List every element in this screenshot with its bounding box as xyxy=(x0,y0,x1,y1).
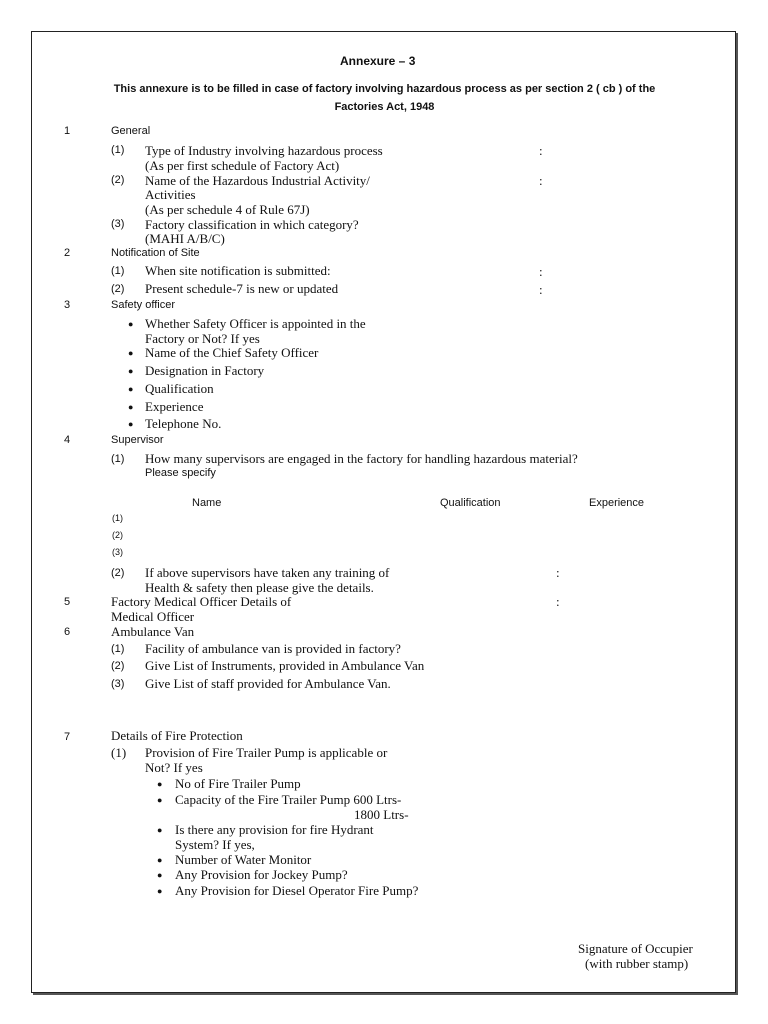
intro-line-2: Factories Act, 1948 xyxy=(334,101,435,113)
section-2-title: Notification of Site xyxy=(111,247,200,259)
page-title: Annexure – 3 xyxy=(340,54,416,68)
intro-line-1: This annexure is to be filled in case of factory involving hazardous process as per section 2 ( cb ) of the xyxy=(113,83,656,95)
s7-bullet-1: No of Fire Trailer Pump xyxy=(175,776,301,791)
s6-item-2-text: Give List of Instruments, provided in Ambulance Van xyxy=(145,658,425,673)
s7-bullet-5: Any Provision for Jockey Pump? xyxy=(175,867,348,882)
supervisor-table-header-name: Name xyxy=(192,497,222,509)
annexure-page xyxy=(31,31,736,993)
s7-bullet-2-line-1: Capacity of the Fire Trailer Pump 600 Ltrs- xyxy=(175,792,402,807)
section-3-title: Safety officer xyxy=(111,299,175,311)
s7-q1-number: (1) xyxy=(111,745,127,760)
s1-item-2-colon: : xyxy=(539,173,543,188)
s3-bullet-6: Telephone No. xyxy=(145,416,222,431)
section-5-number: 5 xyxy=(64,596,71,608)
s3-bullet-icon: ● xyxy=(128,348,134,358)
section-4-number: 4 xyxy=(64,434,71,446)
section-1-title: General xyxy=(111,125,151,137)
s7-bullet-6: Any Provision for Diesel Operator Fire Pump? xyxy=(175,883,419,898)
s1-item-3-line-1: Factory classification in which category? xyxy=(145,217,359,232)
supervisor-table-row: (1) xyxy=(112,513,123,523)
s7-bullet-icon: ● xyxy=(157,870,163,880)
s1-item-2-number: (2) xyxy=(111,174,125,186)
s4-q1-text: How many supervisors are engaged in the factory for handling hazardous material? xyxy=(145,451,578,466)
s6-item-1-text: Facility of ambulance van is provided in factory? xyxy=(145,641,401,656)
s4-q2-number: (2) xyxy=(111,567,125,579)
s2-item-1-number: (1) xyxy=(111,265,125,277)
section-3-number: 3 xyxy=(64,299,71,311)
s3-bullet-icon: ● xyxy=(128,366,134,376)
section-2-number: 2 xyxy=(64,247,71,259)
s6-item-1-number: (1) xyxy=(111,643,125,655)
s7-bullet-icon: ● xyxy=(157,855,163,865)
s6-item-3-text: Give List of staff provided for Ambulance Van. xyxy=(145,676,391,691)
section-5-line-1: Factory Medical Officer Details of xyxy=(111,594,292,609)
s2-item-1-text: When site notification is submitted: xyxy=(145,263,331,278)
s1-item-3-number: (3) xyxy=(111,218,125,230)
s7-q1-line-2: Not? If yes xyxy=(145,760,203,775)
s2-item-1-colon: : xyxy=(539,264,543,279)
s1-item-1-colon: : xyxy=(539,143,543,158)
section-5-colon: : xyxy=(556,594,560,609)
s7-bullet-icon: ● xyxy=(157,779,163,789)
s3-bullet-1-line-2: Factory or Not? If yes xyxy=(145,331,260,346)
s1-item-1-line-1: Type of Industry involving hazardous process xyxy=(145,143,383,158)
s6-item-3-number: (3) xyxy=(111,678,125,690)
section-5-line-2: Medical Officer xyxy=(111,609,195,624)
s3-bullet-icon: ● xyxy=(128,402,134,412)
section-7-number: 7 xyxy=(64,731,71,743)
s7-bullet-icon: ● xyxy=(157,825,163,835)
s1-item-2-line-2: Activities xyxy=(145,187,196,202)
s3-bullet-1-line-1: Whether Safety Officer is appointed in the xyxy=(145,316,366,331)
s7-q1-line-1: Provision of Fire Trailer Pump is applicable or xyxy=(145,745,388,760)
s3-bullet-icon: ● xyxy=(128,384,134,394)
s1-item-3-line-2: (MAHI A/B/C) xyxy=(145,231,225,246)
s1-item-2-line-1: Name of the Hazardous Industrial Activity/ xyxy=(145,173,370,188)
s1-item-2-line-3: (As per schedule 4 of Rule 67J) xyxy=(145,202,310,217)
section-6-title: Ambulance Van xyxy=(111,624,195,639)
section-1-number: 1 xyxy=(64,125,71,137)
s6-item-2-number: (2) xyxy=(111,660,125,672)
supervisor-table-row: (2) xyxy=(112,530,123,540)
s7-bullet-3-line-1: Is there any provision for fire Hydrant xyxy=(175,822,374,837)
s7-bullet-icon: ● xyxy=(157,795,163,805)
s2-item-2-text: Present schedule-7 is new or updated xyxy=(145,281,339,296)
s2-item-2-colon: : xyxy=(539,282,543,297)
s4-q1-note: Please specify xyxy=(145,467,216,479)
signature-line-2: (with rubber stamp) xyxy=(585,956,689,971)
s1-item-1-number: (1) xyxy=(111,144,125,156)
s2-item-2-number: (2) xyxy=(111,283,125,295)
s3-bullet-icon: ● xyxy=(128,319,134,329)
section-4-title: Supervisor xyxy=(111,434,164,446)
section-7-title: Details of Fire Protection xyxy=(111,728,243,743)
s4-q2-line-2: Health & safety then please give the details. xyxy=(145,580,374,595)
s3-bullet-icon: ● xyxy=(128,419,134,429)
s1-item-1-line-2: (As per first schedule of Factory Act) xyxy=(145,158,340,173)
signature-line-1: Signature of Occupier xyxy=(578,941,693,956)
section-6-number: 6 xyxy=(64,626,71,638)
s4-q2-line-1: If above supervisors have taken any training of xyxy=(145,565,390,580)
s7-bullet-2-line-2: 1800 Ltrs- xyxy=(354,807,409,822)
s7-bullet-3-line-2: System? If yes, xyxy=(175,837,255,852)
s7-bullet-icon: ● xyxy=(157,886,163,896)
s3-bullet-2: Name of the Chief Safety Officer xyxy=(145,345,319,360)
s3-bullet-3: Designation in Factory xyxy=(145,363,265,378)
supervisor-table-header-qualification: Qualification xyxy=(440,497,501,509)
s4-q2-colon: : xyxy=(556,565,560,580)
supervisor-table-row: (3) xyxy=(112,547,123,557)
supervisor-table-header-experience: Experience xyxy=(589,497,645,509)
s4-q1-number: (1) xyxy=(111,453,125,465)
s3-bullet-5: Experience xyxy=(145,399,204,414)
s7-bullet-4: Number of Water Monitor xyxy=(175,852,312,867)
s3-bullet-4: Qualification xyxy=(145,381,214,396)
